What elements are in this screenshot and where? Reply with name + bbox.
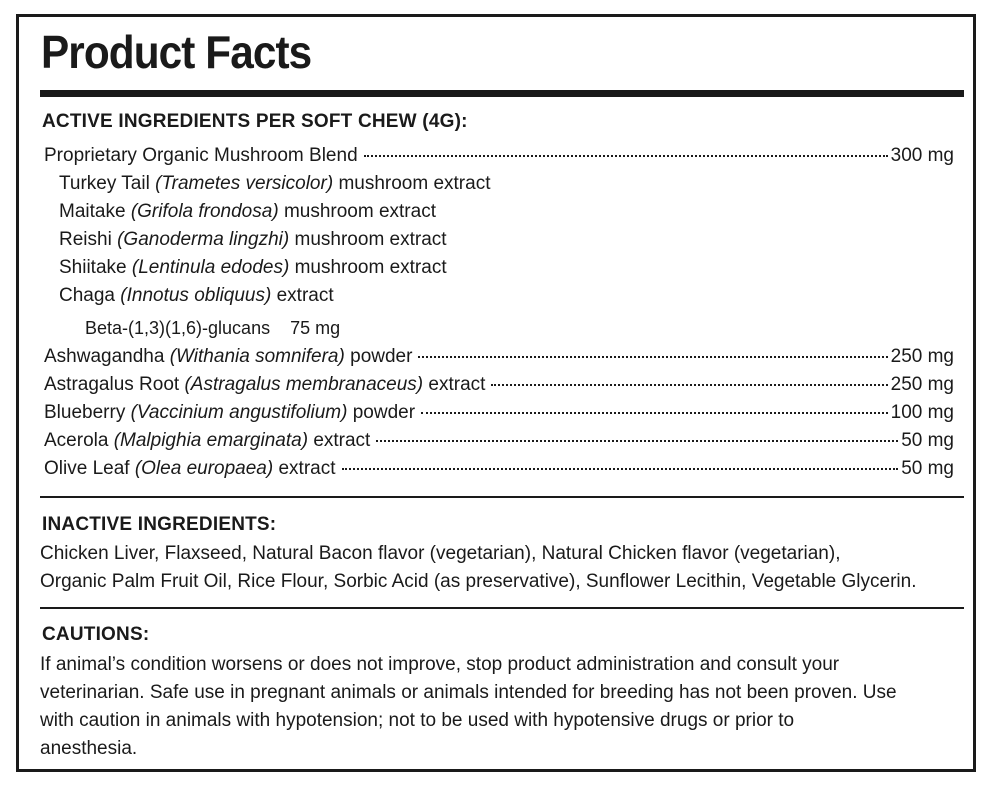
glucans-amount: 75 mg — [290, 318, 341, 338]
product-facts-panel — [16, 14, 976, 772]
inactive-ingredients-text: Chicken Liver, Flaxseed, Natural Bacon flavor (vegetarian), Natural Chicken flavor (vegetarian), Organic Palm Fruit Oil, Rice Flour, Sorbic Acid (as preservative), Sunflower Lecithin, Vegetable Glycerin. — [40, 543, 917, 592]
blend-item: Turkey Tail (Trametes versicolor) mushroom extract — [59, 173, 491, 194]
ingredient-amount: 100 mg — [890, 402, 954, 423]
blend-item: Shiitake (Lentinula edodes) mushroom extract — [59, 257, 447, 278]
title-divider — [40, 90, 964, 97]
blend-item: Maitake (Grifola frondosa) mushroom extract — [59, 201, 436, 222]
cautions-text: If animal’s condition worsens or does not improve, stop product administration and consult your veterinarian. Safe use in pregnant animals or animals intended for breeding has not been proven. Use with caution in animals with hypotension; not to be used with hypotensive drugs or prior to anesthesia. — [40, 654, 897, 759]
blend-name: Proprietary Organic Mushroom Blend — [44, 145, 358, 166]
ingredient-row: Acerola (Malpighia emarginata) extract 50 mg — [44, 430, 954, 451]
ingredient-row: Astragalus Root (Astragalus membranaceus) extract 250 mg — [44, 374, 954, 395]
section-divider — [40, 496, 964, 498]
active-ingredients-heading: ACTIVE INGREDIENTS PER SOFT CHEW (4G): — [42, 111, 468, 132]
blend-item: Reishi (Ganoderma lingzhi) mushroom extract — [59, 229, 447, 250]
leader-dots — [421, 412, 888, 414]
blend-amount: 300 mg — [890, 145, 954, 166]
leader-dots — [491, 384, 887, 386]
ingredient-row: Ashwagandha (Withania somnifera) powder 250 mg — [44, 346, 954, 367]
ingredient-amount: 250 mg — [890, 374, 954, 395]
inactive-ingredients-heading: INACTIVE INGREDIENTS: — [42, 514, 277, 535]
blend-row — [44, 145, 954, 167]
leader-dots — [364, 155, 888, 157]
glucans-row — [85, 317, 340, 339]
ingredient-row: Blueberry (Vaccinium angustifolium) powder 100 mg — [44, 402, 954, 423]
leader-dots — [418, 356, 887, 358]
leader-dots — [342, 468, 899, 470]
leader-dots — [376, 440, 898, 442]
ingredient-amount: 50 mg — [901, 458, 954, 479]
cautions-heading: CAUTIONS: — [42, 624, 150, 645]
ingredient-row: Olive Leaf (Olea europaea) extract 50 mg — [44, 458, 954, 479]
page-title: Product Facts — [41, 26, 312, 78]
ingredient-amount: 50 mg — [901, 430, 954, 451]
section-divider — [40, 607, 964, 609]
blend-item: Chaga (Innotus obliquus) extract — [59, 285, 334, 306]
ingredient-amount: 250 mg — [890, 346, 954, 367]
glucans-name: Beta-(1,3)(1,6)-glucans — [85, 318, 271, 338]
